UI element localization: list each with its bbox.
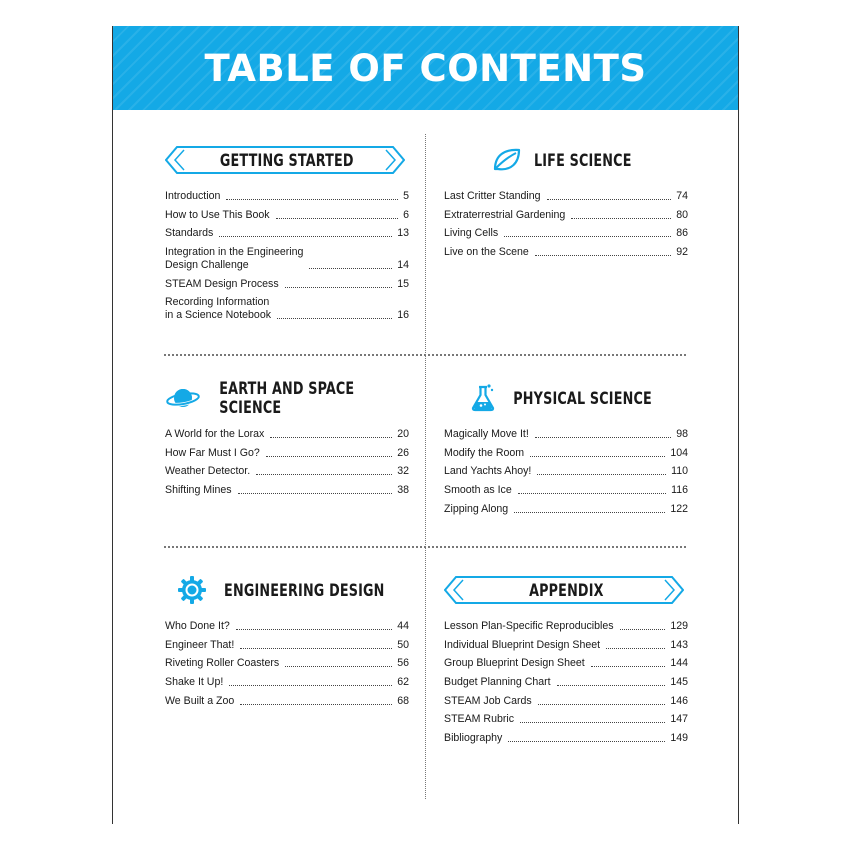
dot-leader bbox=[229, 685, 392, 686]
entry-title: Shake It Up! bbox=[165, 676, 224, 689]
toc-entry[interactable] bbox=[444, 676, 688, 689]
dot-leader bbox=[620, 629, 666, 630]
entry-page: 44 bbox=[397, 620, 409, 632]
dot-leader bbox=[535, 437, 671, 438]
dot-leader bbox=[606, 648, 665, 649]
toc-entry[interactable] bbox=[165, 695, 409, 708]
entry-page: 147 bbox=[670, 713, 688, 726]
entry-title: Zipping Along bbox=[444, 502, 509, 515]
vertical-divider bbox=[425, 134, 426, 799]
toc-entry[interactable] bbox=[444, 190, 688, 203]
toc-entry[interactable] bbox=[444, 465, 688, 478]
section-heading bbox=[165, 574, 409, 606]
entry-title: Riveting Roller Coasters bbox=[165, 657, 280, 670]
toc-entry[interactable] bbox=[444, 732, 688, 745]
section-title: PHYSICAL SCIENCE bbox=[513, 388, 653, 408]
entry-title: Bibliography bbox=[444, 732, 503, 745]
toc-entry[interactable] bbox=[165, 209, 409, 222]
entry-title: How to Use This Book bbox=[165, 208, 270, 221]
toc-entry[interactable] bbox=[444, 209, 688, 222]
toc-list bbox=[165, 190, 409, 322]
toc-list bbox=[444, 190, 688, 259]
toc-entry[interactable] bbox=[165, 278, 409, 291]
entry-title: Last Critter Standing bbox=[444, 190, 541, 202]
entry-page: 122 bbox=[670, 502, 688, 515]
entry-page: 6 bbox=[403, 208, 409, 221]
horizontal-divider bbox=[164, 546, 686, 548]
dot-leader bbox=[520, 722, 665, 723]
entry-page: 74 bbox=[676, 190, 688, 202]
entry-title: Shifting Mines bbox=[165, 484, 232, 497]
toc-entry[interactable] bbox=[165, 447, 409, 460]
dot-leader bbox=[276, 218, 398, 219]
dot-leader bbox=[538, 704, 666, 705]
entry-page: 16 bbox=[397, 309, 409, 322]
entry-title: Smooth as Ice bbox=[444, 484, 512, 497]
dot-leader bbox=[266, 456, 392, 457]
entry-title: Weather Detector. bbox=[165, 465, 251, 478]
entry-title: Live on the Scene bbox=[444, 246, 529, 259]
entry-page: 110 bbox=[671, 465, 688, 478]
section-title: APPENDIX bbox=[528, 580, 604, 600]
entry-title: Engineer That! bbox=[165, 638, 235, 651]
section-physical-science bbox=[444, 382, 688, 521]
section-title: ENGINEERING DESIGN bbox=[223, 580, 385, 600]
section-title: EARTH AND SPACE SCIENCE bbox=[219, 379, 355, 417]
section-appendix bbox=[444, 574, 688, 751]
entry-page: 32 bbox=[397, 465, 409, 478]
section-title: LIFE SCIENCE bbox=[534, 150, 632, 170]
entry-title: Budget Planning Chart bbox=[444, 676, 551, 689]
toc-list bbox=[165, 428, 409, 497]
entry-page: 80 bbox=[676, 208, 688, 221]
toc-entry[interactable] bbox=[444, 657, 688, 670]
dot-leader bbox=[219, 236, 392, 237]
section-earth-space-science bbox=[165, 379, 409, 503]
dot-leader bbox=[504, 236, 671, 237]
section-heading bbox=[444, 574, 688, 606]
toc-entry[interactable] bbox=[444, 503, 688, 516]
entry-page: 20 bbox=[397, 428, 409, 440]
entry-title: STEAM Job Cards bbox=[444, 694, 532, 707]
entry-title: Standards bbox=[165, 227, 214, 240]
section-life-science bbox=[444, 144, 688, 265]
dot-leader bbox=[557, 685, 666, 686]
dot-leader bbox=[277, 318, 392, 319]
entry-title: Integration in the Engineering Design Challenge bbox=[165, 246, 304, 272]
entry-page: 62 bbox=[397, 676, 409, 689]
entry-page: 116 bbox=[671, 484, 688, 497]
entry-page: 104 bbox=[670, 446, 688, 459]
book-page bbox=[112, 26, 739, 824]
entry-title: A World for the Lorax bbox=[165, 428, 265, 440]
entry-page: 38 bbox=[397, 484, 409, 497]
toc-entry[interactable] bbox=[444, 447, 688, 460]
toc-entry[interactable] bbox=[444, 428, 688, 441]
entry-page: 143 bbox=[670, 638, 688, 651]
dot-leader bbox=[514, 512, 665, 513]
title-banner bbox=[113, 26, 738, 110]
toc-entry[interactable] bbox=[165, 190, 409, 203]
toc-entry[interactable] bbox=[165, 676, 409, 689]
toc-entry[interactable] bbox=[444, 695, 688, 708]
toc-entry[interactable] bbox=[165, 484, 409, 497]
dot-leader bbox=[547, 199, 672, 200]
entry-page: 92 bbox=[676, 246, 688, 259]
entry-page: 13 bbox=[397, 227, 409, 240]
dot-leader bbox=[309, 268, 392, 269]
entry-title: STEAM Design Process bbox=[165, 277, 279, 290]
toc-entry[interactable] bbox=[165, 657, 409, 670]
entry-page: 129 bbox=[670, 620, 688, 632]
dot-leader bbox=[256, 474, 392, 475]
planet-icon bbox=[165, 383, 201, 413]
toc-entry[interactable] bbox=[444, 620, 688, 633]
dot-leader bbox=[518, 493, 666, 494]
toc-entry[interactable] bbox=[165, 227, 409, 240]
page-title: TABLE OF CONTENTS bbox=[204, 46, 647, 90]
dot-leader bbox=[508, 741, 665, 742]
entry-title: Recording Information in a Science Notebook bbox=[165, 296, 272, 322]
entry-title: Land Yachts Ahoy! bbox=[444, 465, 532, 478]
dot-leader bbox=[591, 666, 666, 667]
entry-page: 86 bbox=[676, 227, 688, 240]
entry-title: Lesson Plan-Specific Reproducibles bbox=[444, 620, 614, 632]
gear-icon bbox=[177, 575, 207, 605]
entry-title: How Far Must I Go? bbox=[165, 446, 260, 459]
section-engineering-design bbox=[165, 574, 409, 713]
toc-entry[interactable] bbox=[165, 296, 409, 322]
section-heading bbox=[165, 379, 409, 417]
entry-page: 26 bbox=[397, 446, 409, 459]
flask-icon bbox=[468, 383, 498, 413]
entry-title: Group Blueprint Design Sheet bbox=[444, 657, 585, 670]
entry-page: 149 bbox=[670, 732, 688, 745]
leaf-icon bbox=[492, 145, 522, 175]
entry-page: 145 bbox=[670, 676, 688, 689]
toc-list bbox=[165, 620, 409, 708]
toc-entry[interactable] bbox=[165, 246, 409, 272]
toc-entry[interactable] bbox=[165, 428, 409, 441]
dot-leader bbox=[535, 255, 671, 256]
dot-leader bbox=[236, 629, 392, 630]
section-heading bbox=[444, 382, 688, 414]
dot-leader bbox=[238, 493, 393, 494]
section-getting-started bbox=[165, 144, 409, 328]
toc-entry[interactable] bbox=[444, 713, 688, 726]
dot-leader bbox=[530, 456, 665, 457]
toc-entry[interactable] bbox=[165, 620, 409, 633]
dot-leader bbox=[571, 218, 671, 219]
entry-page: 15 bbox=[397, 277, 409, 290]
entry-page: 14 bbox=[397, 259, 409, 272]
horizontal-divider bbox=[164, 354, 686, 356]
entry-title: Introduction bbox=[165, 190, 221, 202]
dot-leader bbox=[240, 648, 392, 649]
dot-leader bbox=[240, 704, 392, 705]
entry-page: 50 bbox=[397, 638, 409, 651]
toc-entry[interactable] bbox=[165, 639, 409, 652]
entry-title: We Built a Zoo bbox=[165, 694, 235, 707]
toc-entry[interactable] bbox=[444, 227, 688, 240]
entry-title: Magically Move It! bbox=[444, 428, 529, 440]
entry-page: 56 bbox=[397, 657, 409, 670]
toc-list bbox=[444, 620, 688, 745]
toc-list bbox=[444, 428, 688, 516]
toc-entry[interactable] bbox=[444, 639, 688, 652]
dot-leader bbox=[537, 474, 666, 475]
entry-title: STEAM Rubric bbox=[444, 713, 515, 726]
dot-leader bbox=[285, 666, 392, 667]
entry-title: Living Cells bbox=[444, 227, 499, 240]
section-title: GETTING STARTED bbox=[220, 150, 354, 170]
entry-page: 98 bbox=[676, 428, 688, 440]
dot-leader bbox=[226, 199, 398, 200]
entry-title: Individual Blueprint Design Sheet bbox=[444, 638, 601, 651]
entry-title: Extraterrestrial Gardening bbox=[444, 208, 566, 221]
section-heading bbox=[165, 144, 409, 176]
toc-entry[interactable] bbox=[444, 246, 688, 259]
entry-page: 5 bbox=[403, 190, 409, 202]
toc-entry[interactable] bbox=[165, 465, 409, 478]
entry-title: Who Done It? bbox=[165, 620, 230, 632]
dot-leader bbox=[270, 437, 392, 438]
entry-page: 68 bbox=[397, 694, 409, 707]
section-heading bbox=[444, 144, 688, 176]
toc-entry[interactable] bbox=[444, 484, 688, 497]
dot-leader bbox=[285, 287, 393, 288]
entry-page: 144 bbox=[670, 657, 688, 670]
entry-title: Modify the Room bbox=[444, 446, 525, 459]
entry-page: 146 bbox=[670, 694, 688, 707]
